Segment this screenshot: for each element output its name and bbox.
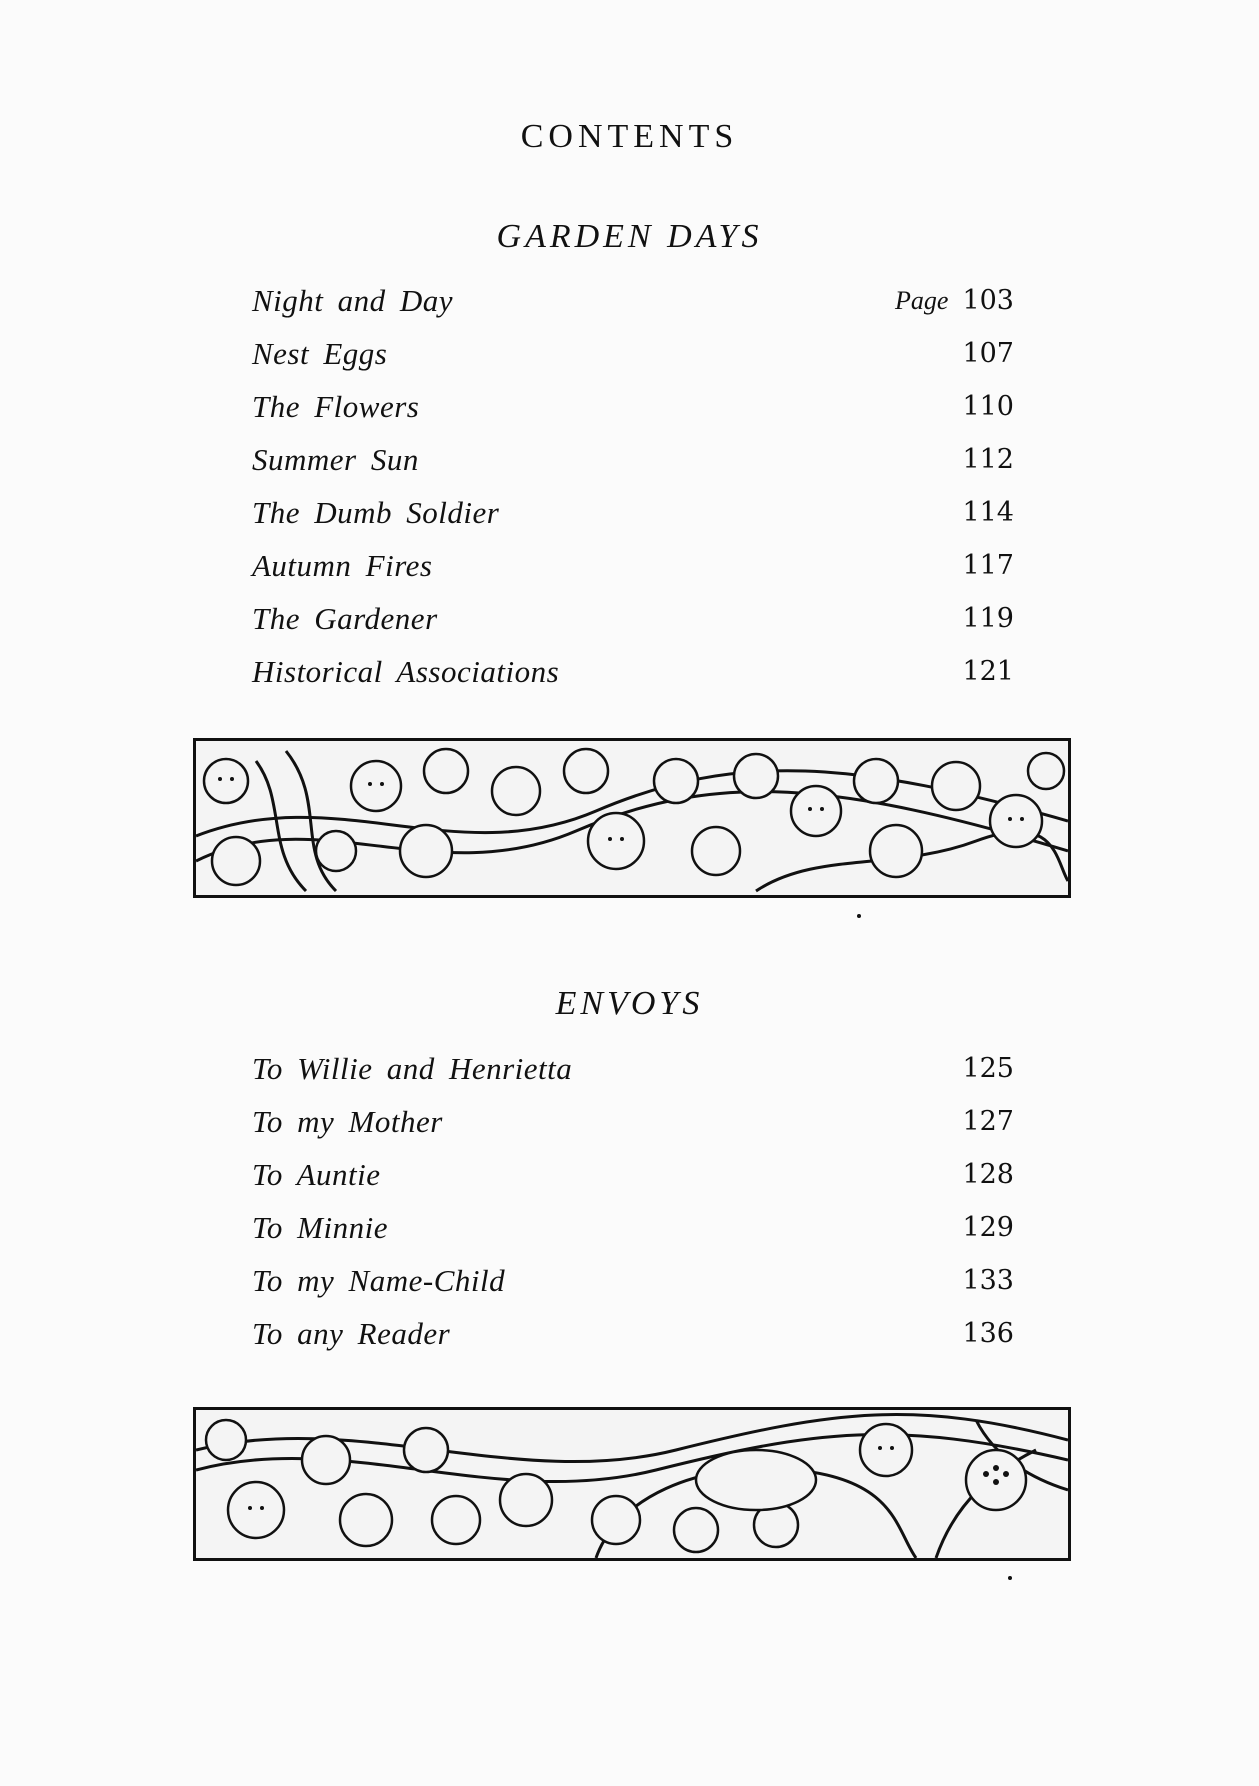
page-number: 127: [962, 1106, 1014, 1137]
toc-entry[interactable]: [252, 1263, 1014, 1316]
toc-entry[interactable]: [252, 654, 1014, 707]
toc-entry[interactable]: [252, 1316, 1014, 1369]
page-number: 128: [962, 1159, 1014, 1190]
frieze-drawing: [196, 741, 1068, 895]
toc-entry[interactable]: [252, 389, 1014, 442]
children-frieze-illustration-icon: [193, 738, 1071, 898]
section-title-garden-days: GARDEN DAYS: [496, 218, 763, 255]
toc-entry-title: To Auntie: [252, 1157, 381, 1192]
section-title-envoys: ENVOYS: [555, 985, 704, 1022]
toc-entry-title: The Dumb Soldier: [252, 495, 500, 530]
toc-entry[interactable]: [252, 1104, 1014, 1157]
toc-entry-title: The Flowers: [252, 389, 420, 424]
toc-entry-title: Historical Associations: [252, 654, 560, 689]
page-number: 136: [962, 1318, 1014, 1349]
toc-entry[interactable]: [252, 1210, 1014, 1263]
page-number: 112: [962, 444, 1014, 475]
toc-entry[interactable]: [252, 442, 1014, 495]
page-word-label: Page: [895, 286, 949, 315]
toc-entry-title: The Gardener: [252, 601, 438, 636]
page-number: 121: [962, 656, 1014, 687]
toc-entry-title: Nest Eggs: [252, 336, 388, 371]
toc-entry-title: To any Reader: [252, 1316, 451, 1351]
page-number: 117: [962, 550, 1014, 581]
page-number: 110: [962, 391, 1014, 422]
page-number: 119: [962, 603, 1014, 634]
toc-entry-title: Night and Day: [252, 283, 454, 318]
page-number: 114: [962, 497, 1014, 528]
page-number: 133: [962, 1265, 1014, 1296]
children-and-flowers-frieze-illustration-icon: [193, 1407, 1071, 1561]
print-speck: [857, 914, 861, 918]
toc-entry[interactable]: [252, 601, 1014, 654]
toc-list-garden-days: [252, 283, 1014, 707]
toc-list-envoys: [252, 1051, 1014, 1369]
toc-entry-title: Summer Sun: [252, 442, 419, 477]
page-number: 125: [962, 1053, 1014, 1084]
toc-entry[interactable]: [252, 283, 1014, 336]
page-title: CONTENTS: [520, 118, 739, 155]
toc-entry-title: To my Mother: [252, 1104, 443, 1139]
page-number: 129: [962, 1212, 1014, 1243]
toc-entry-title: Autumn Fires: [252, 548, 433, 583]
toc-entry[interactable]: [252, 1051, 1014, 1104]
page-number: 103: [962, 285, 1014, 316]
toc-entry[interactable]: [252, 1157, 1014, 1210]
toc-entry[interactable]: [252, 336, 1014, 389]
toc-entry[interactable]: [252, 495, 1014, 548]
toc-entry-title: To Willie and Henrietta: [252, 1051, 573, 1086]
frieze-drawing: [196, 1410, 1068, 1558]
toc-entry-title: To my Name-Child: [252, 1263, 506, 1298]
toc-entry-page: [895, 285, 1014, 316]
print-speck: [1008, 1576, 1012, 1580]
toc-entry[interactable]: [252, 548, 1014, 601]
page-number: 107: [962, 338, 1014, 369]
toc-entry-title: To Minnie: [252, 1210, 388, 1245]
